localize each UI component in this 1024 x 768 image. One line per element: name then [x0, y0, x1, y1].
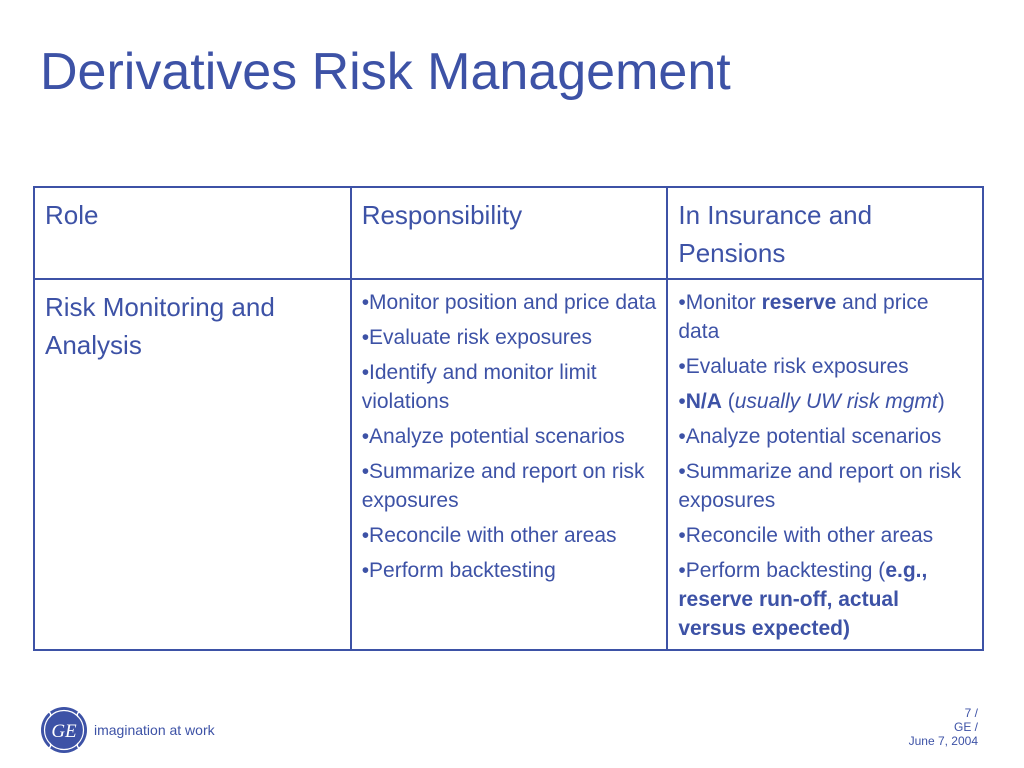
item-text: •Monitor — [678, 291, 762, 314]
list-item: •Perform backtesting — [361, 559, 556, 582]
list-item — [678, 387, 972, 416]
slide-date: June 7, 2004 — [908, 734, 978, 748]
item-text: and price data — [678, 291, 929, 343]
list-item: •Evaluate risk exposures — [361, 326, 592, 349]
cell-insurance-pensions — [667, 279, 983, 650]
item-text: •Perform backtesting ( — [678, 559, 886, 582]
list-item: •Identify and monitor limit violations — [361, 361, 597, 413]
header-role: Role — [34, 187, 351, 279]
item-emphasis: N/A — [685, 390, 722, 413]
page-info — [909, 706, 978, 748]
item-text: ) — [937, 390, 945, 413]
item-italic: usually UW risk mgmt — [734, 390, 938, 413]
list-item — [678, 288, 972, 346]
table-header-row — [34, 187, 983, 279]
item-text: • — [678, 390, 686, 413]
cell-role: Risk Monitoring and Analysis — [34, 279, 351, 650]
ge-logo-text: GE — [51, 721, 77, 742]
list-item: •Reconcile with other areas — [361, 524, 617, 547]
list-item — [678, 556, 972, 643]
list-item: •Analyze potential scenarios — [361, 425, 625, 448]
company-name: GE / — [953, 720, 978, 734]
list-item: •Analyze potential scenarios — [678, 425, 942, 448]
list-item: •Reconcile with other areas — [678, 524, 934, 547]
table-row — [34, 279, 983, 650]
footer-logo — [40, 706, 215, 754]
item-emphasis: reserve — [761, 291, 837, 314]
risk-table — [33, 186, 984, 651]
ge-logo-icon — [40, 706, 88, 754]
item-emphasis: e.g., reserve run-off, actual versus expected) — [678, 559, 928, 640]
list-item: •Evaluate risk exposures — [678, 355, 909, 378]
page-number: 7 / — [964, 706, 978, 720]
insurance-list — [678, 288, 972, 643]
list-item: •Summarize and report on risk exposures — [361, 460, 645, 512]
list-item: •Monitor position and price data — [361, 291, 657, 314]
item-text: ( — [721, 390, 735, 413]
footer-tagline: imagination at work — [94, 722, 215, 738]
responsibility-list — [362, 288, 657, 585]
header-insurance-pensions: In Insurance and Pensions — [667, 187, 983, 279]
slide-title: Derivatives Risk Management — [40, 43, 731, 101]
header-responsibility: Responsibility — [351, 187, 668, 279]
list-item: •Summarize and report on risk exposures — [678, 460, 962, 512]
cell-responsibility — [351, 279, 668, 650]
